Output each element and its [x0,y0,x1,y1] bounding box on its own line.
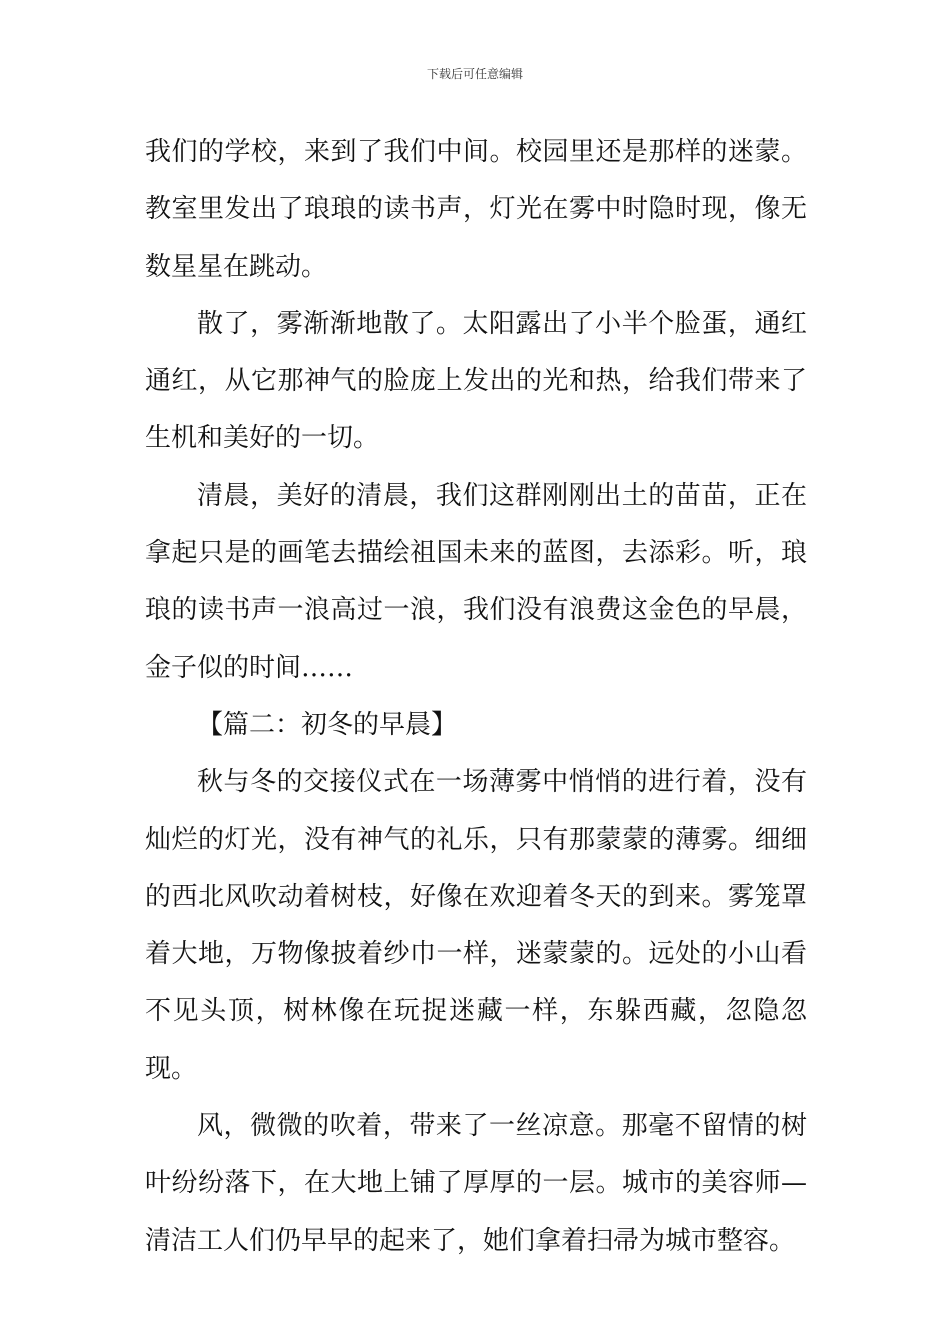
paragraph-fog-clears: 散了，雾渐渐地散了。太阳露出了小半个脸蛋，通红通红，从它那神气的脸庞上发出的光和热，给我们带来了生机和美好的一切。 [145,308,807,454]
section-heading: 【篇二：初冬的早晨】 [197,709,458,740]
paragraph-wind: 风，微微的吹着，带来了一丝凉意。那毫不留情的树叶纷纷落下，在大地上铺了厚厚的一层。城市的美容师—清洁工人们仍早早的起来了，她们拿着扫帚为城市整容。 [145,1111,807,1256]
paragraph-continuation: 我们的学校，来到了我们中间。校园里还是那样的迷蒙。教室里发出了琅琅的读书声，灯光在雾中时隐时现，像无数星星在跳动。 [145,137,807,282]
paragraph-autumn-winter: 秋与冬的交接仪式在一场薄雾中悄悄的进行着，没有灿烂的灯光，没有神气的礼乐，只有那蒙蒙的薄雾。细细的西北风吹动着树枝，好像在欢迎着冬天的到来。雾笼罩着大地，万物像披着纱巾一样，迷蒙蒙的。远处的小山看不见头顶，树林像在玩捉迷藏一样，东躲西藏，忽隐忽现。 [145,767,807,1084]
page-header: 下载后可任意编辑 [426,67,523,81]
paragraph-morning: 清晨，美好的清晨，我们这群刚刚出土的苗苗，正在拿起只是的画笔去描绘祖国未来的蓝图，去添彩。听，琅琅的读书声一浪高过一浪，我们没有浪费这金色的早晨，金子似的时间…… [145,480,807,683]
document-body [145,124,807,1270]
